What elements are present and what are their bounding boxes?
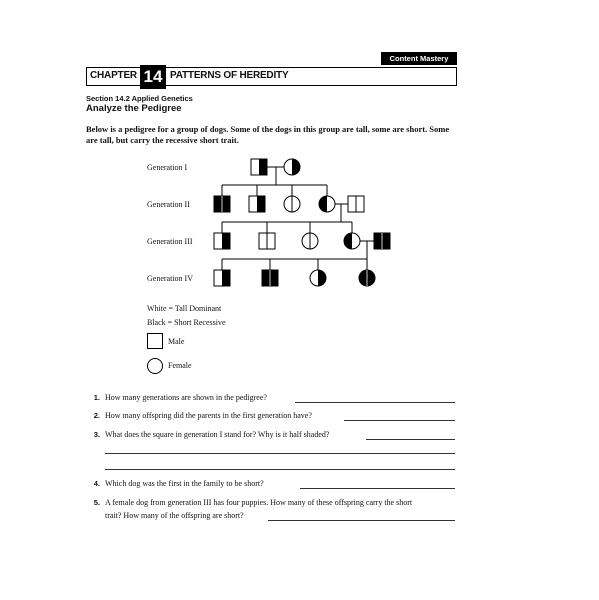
question-number: 2. [93, 411, 100, 420]
gen2-male-spouse-tall [348, 196, 364, 212]
question-number: 3. [93, 430, 100, 439]
gen2-male-short [214, 196, 230, 212]
question-number: 4. [93, 479, 100, 488]
legend-white: White = Tall Dominant [147, 304, 222, 313]
answer-line[interactable] [300, 488, 455, 489]
question-text: What does the square in generation I stand for? Why is it half shaded? [105, 430, 330, 439]
page-subtitle: Analyze the Pedigree [86, 103, 182, 114]
question-text: How many generations are shown in the pedigree? [105, 393, 267, 402]
generation-label-4: Generation IV [147, 274, 193, 283]
answer-line[interactable] [295, 402, 455, 403]
question-text-continued: trait? How many of the offspring are short? [105, 511, 244, 520]
answer-line[interactable] [344, 420, 455, 421]
gen1-female-carrier [284, 159, 300, 175]
section-label: Section 14.2 Applied Genetics [86, 94, 193, 103]
gen2-male-carrier [249, 196, 265, 212]
gen3-male-spouse-short [374, 233, 390, 249]
chapter-word: CHAPTER [90, 70, 137, 81]
question-text: A female dog from generation III has four puppies. How many of these offspring carry the short [105, 498, 413, 507]
gen4-female-carrier [310, 270, 326, 286]
answer-line[interactable] [366, 439, 455, 440]
gen3-male-carrier [214, 233, 230, 249]
legend-female: Female [168, 361, 192, 370]
question-number: 1. [93, 393, 100, 402]
chapter-title: PATTERNS OF HEREDITY [170, 70, 289, 81]
legend-male: Male [168, 337, 185, 346]
answer-line[interactable] [105, 469, 455, 470]
gen3-female-tall [302, 233, 318, 249]
gen4-male-carrier [214, 270, 230, 286]
question-text: How many offspring did the parents in the first generation have? [105, 411, 312, 420]
gen4-female-short [359, 270, 375, 286]
chapter-number: 14 [140, 65, 166, 89]
gen2-female-tall [284, 196, 300, 212]
question-text: Which dog was the first in the family to be short? [105, 479, 264, 488]
female-symbol-icon [147, 358, 163, 374]
gen2-female-carrier [319, 196, 335, 212]
generation-label-2: Generation II [147, 200, 190, 209]
pedigree-lines [222, 167, 374, 270]
gen3-female-carrier [344, 233, 360, 249]
legend-black: Black = Short Recessive [147, 318, 226, 327]
question-number: 5. [93, 498, 100, 507]
generation-label-1: Generation I [147, 163, 188, 172]
gen4-male-short [262, 270, 278, 286]
generation-label-3: Generation III [147, 237, 193, 246]
gen1-male-carrier [251, 159, 267, 175]
male-symbol-icon [147, 333, 163, 349]
answer-line[interactable] [268, 520, 455, 521]
answer-line[interactable] [105, 453, 455, 454]
intro-paragraph: Below is a pedigree for a group of dogs. Some of the dogs in this group are tall, some are short. Some are tall, but carry the recessive short trait. [86, 124, 450, 145]
gen3-male-tall [259, 233, 275, 249]
content-mastery-badge: Content Mastery [381, 52, 457, 65]
